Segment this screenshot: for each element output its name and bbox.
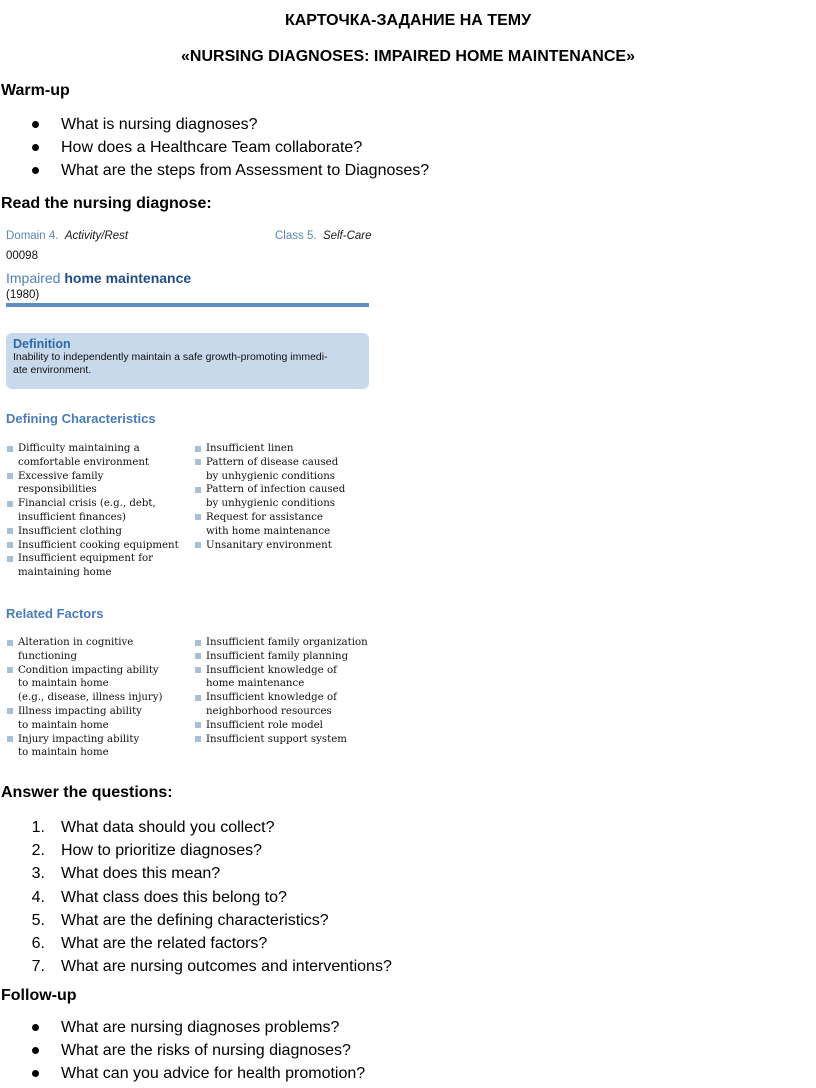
list-item: Insufficient knowledge of neighborhood resources <box>194 691 368 719</box>
diagnosis-card <box>0 222 380 770</box>
divider <box>6 303 369 307</box>
followup-list <box>0 1016 365 1086</box>
related-factors-heading: Related Factors <box>6 606 104 621</box>
list-item: Illness impacting ability to maintain home <box>6 705 163 733</box>
diagnosis-code: 00098 <box>6 250 38 262</box>
list-item: What are nursing diagnoses problems? <box>0 1016 365 1039</box>
title-line-2: «NURSING DIAGNOSES: IMPAIRED HOME MAINTENANCE» <box>181 48 635 65</box>
diagnosis-year: (1980) <box>6 289 40 301</box>
definition-box <box>6 333 369 389</box>
defining-left-list <box>6 442 179 580</box>
list-item: 3. What does this mean? <box>31 865 221 883</box>
domain-label: Domain 4. Activity/Rest <box>6 230 129 242</box>
list-item: Condition impacting ability to maintain home (e.g., disease, illness injury) <box>6 664 163 705</box>
answer-heading: Answer the questions: <box>1 784 173 801</box>
list-item: Insufficient support system <box>194 733 368 747</box>
followup-heading: Follow-up <box>1 987 77 1004</box>
related-left-list <box>6 636 163 760</box>
list-item: What are the steps from Assessment to Diagnoses? <box>0 159 429 182</box>
definition-text: Inability to independently maintain a safe growth-promoting immedi- ate environment. <box>13 351 328 376</box>
list-item: 5. What are the defining characteristics? <box>31 911 329 929</box>
list-item: Injury impacting ability to maintain home <box>6 733 163 761</box>
defining-right-list <box>194 442 345 552</box>
diagnosis-title: Impaired home maintenance <box>6 270 192 286</box>
title-line-1: КАРТОЧКА-ЗАДАНИЕ НА ТЕМУ <box>284 12 532 29</box>
list-item: How does a Healthcare Team collaborate? <box>0 136 429 159</box>
list-item: Request for assistance with home maintenance <box>194 511 345 539</box>
list-item: Insufficient linen <box>194 442 345 456</box>
list-item: 2. How to prioritize diagnoses? <box>31 842 262 860</box>
related-right-list <box>194 636 368 746</box>
list-item: Insufficient equipment for maintaining home <box>6 552 179 580</box>
warmup-heading: Warm-up <box>1 82 70 99</box>
list-item: 7. What are nursing outcomes and interventions? <box>31 958 392 976</box>
list-item: Insufficient family organization <box>194 636 368 650</box>
list-item: Pattern of infection caused by unhygienic conditions <box>194 483 345 511</box>
definition-heading: Definition <box>13 337 71 351</box>
list-item: Insufficient cooking equipment <box>6 539 179 553</box>
list-item: Alteration in cognitive functioning <box>6 636 163 664</box>
warmup-list <box>0 113 429 183</box>
list-item: What are the risks of nursing diagnoses? <box>0 1039 365 1062</box>
answer-list <box>0 816 392 978</box>
list-item: 4. What class does this belong to? <box>31 888 287 906</box>
list-item: Insufficient clothing <box>6 525 179 539</box>
list-item: Insufficient knowledge of home maintenance <box>194 664 368 692</box>
list-item: Insufficient role model <box>194 719 368 733</box>
list-item: What can you advice for health promotion? <box>0 1062 365 1085</box>
list-item: 6. What are the related factors? <box>31 934 268 952</box>
list-item: Financial crisis (e.g., debt, insufficient finances) <box>6 497 179 525</box>
list-item: Excessive family responsibilities <box>6 470 179 498</box>
list-item: Unsanitary environment <box>194 539 345 553</box>
read-heading: Read the nursing diagnose: <box>1 195 212 212</box>
list-item: What is nursing diagnoses? <box>0 113 429 136</box>
list-item: Difficulty maintaining a comfortable environment <box>6 442 179 470</box>
list-item: Pattern of disease caused by unhygienic conditions <box>194 456 345 484</box>
class-label: Class 5. Self-Care <box>275 230 372 242</box>
list-item: Insufficient family planning <box>194 650 368 664</box>
defining-characteristics-heading: Defining Characteristics <box>6 411 156 426</box>
list-item: 1. What data should you collect? <box>31 819 275 836</box>
